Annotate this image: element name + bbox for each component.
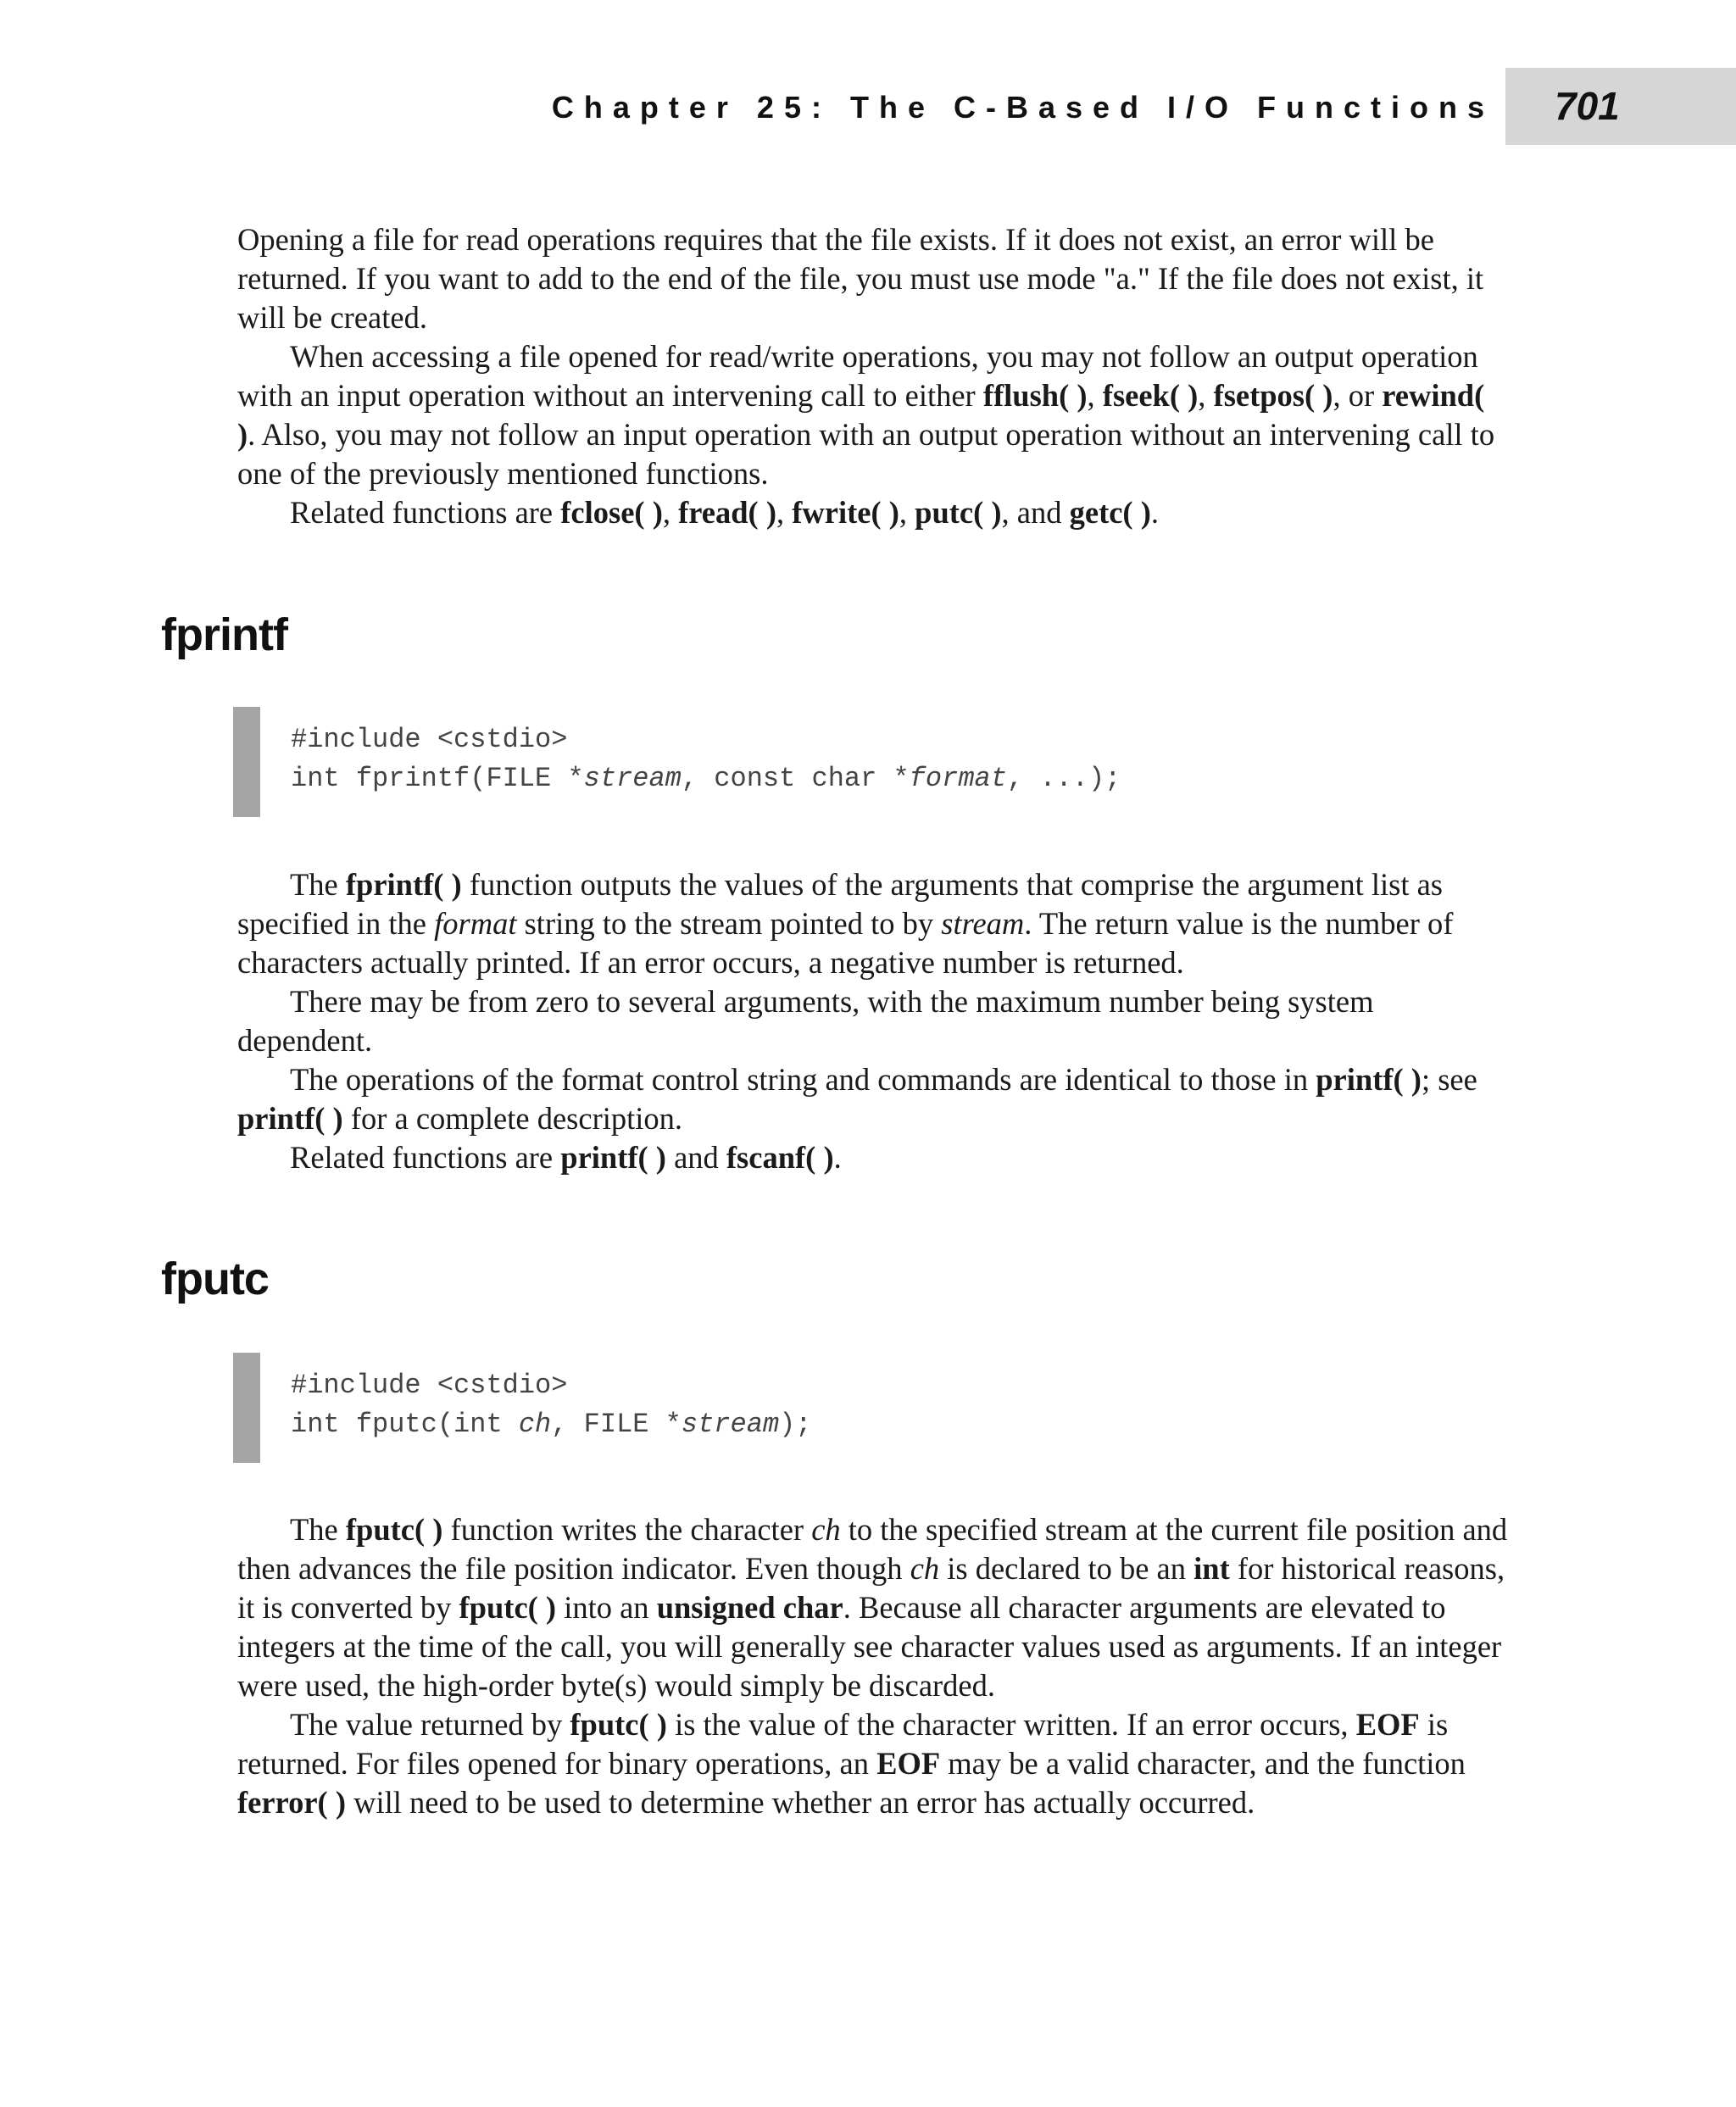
bold-term: fprintf( ) xyxy=(345,867,462,902)
bold-term: fsetpos( ) xyxy=(1213,378,1333,413)
text-run: , xyxy=(776,495,793,530)
bold-term: fclose( ) xyxy=(560,495,663,530)
code-block-fputc xyxy=(291,1366,812,1444)
bold-term: fscanf( ) xyxy=(726,1140,834,1175)
text-run: The xyxy=(290,867,346,902)
text-run: and xyxy=(665,1140,726,1175)
text-run: . xyxy=(833,1140,842,1175)
section-heading-fprintf: fprintf xyxy=(161,609,287,660)
intro-section xyxy=(237,220,1509,532)
bold-term: fputc( ) xyxy=(570,1707,667,1742)
text-run: , FILE * xyxy=(551,1409,682,1440)
text-run: Related functions are xyxy=(290,1140,561,1175)
text-run: , and xyxy=(1001,495,1070,530)
text-run: Opening a file for read operations requires that the file exists. If it does not exist, an error will be returned. If you want to add to the end of the file, you must use mode "a." If the file does not exist, it will be created. xyxy=(237,222,1484,335)
bold-term: ferror( ) xyxy=(237,1785,346,1820)
bold-term: EOF xyxy=(876,1746,941,1781)
bold-term: fseek( ) xyxy=(1102,378,1199,413)
text-run: for historical reasons, it is converted by xyxy=(237,1551,1505,1625)
text-run: . The return value is the number of characters actually printed. If an error occurs, a negative number is returned. xyxy=(237,906,1454,980)
bold-term: printf( ) xyxy=(560,1140,666,1175)
page-number: 701 xyxy=(1555,84,1620,128)
bold-term: fputc( ) xyxy=(345,1512,443,1547)
page-number-tab xyxy=(1505,68,1736,145)
bold-term: getc( ) xyxy=(1069,495,1151,530)
bold-term: putc( ) xyxy=(915,495,1002,530)
text-run: into an xyxy=(556,1590,657,1625)
text-run: The operations of the format control string and commands are identical to those in xyxy=(290,1062,1316,1097)
intro-paragraph-1 xyxy=(237,220,1509,337)
text-run: The xyxy=(290,1512,346,1547)
fputc-description xyxy=(237,1510,1509,1822)
text-run: will need to be used to determine whether an error has actually occurred. xyxy=(345,1785,1255,1820)
text-run: is returned. For files opened for binary operations, an xyxy=(237,1707,1449,1781)
fputc-paragraph-2 xyxy=(237,1705,1509,1822)
bold-term: printf( ) xyxy=(237,1101,343,1136)
code-line xyxy=(291,1405,812,1444)
bold-term: EOF xyxy=(1355,1707,1420,1742)
text-run: to the specified stream at the current file position and then advances the file position indicator. Even though xyxy=(237,1512,1508,1586)
section-heading-fputc: fputc xyxy=(161,1254,269,1304)
bold-term: fread( ) xyxy=(678,495,776,530)
text-run: , or xyxy=(1333,378,1383,413)
italic-term: ch xyxy=(518,1409,552,1440)
italic-term: stream xyxy=(941,906,1025,941)
text-run: #include <cstdio> xyxy=(291,724,568,755)
code-bar xyxy=(233,707,260,817)
text-run: is declared to be an xyxy=(939,1551,1194,1586)
text-run: , ...); xyxy=(1006,763,1121,794)
bold-term: unsigned char xyxy=(656,1590,843,1625)
fprintf-paragraph-4 xyxy=(237,1138,1509,1177)
text-run: #include <cstdio> xyxy=(291,1370,568,1401)
fprintf-paragraph-3 xyxy=(237,1060,1509,1138)
code-line xyxy=(291,1366,812,1405)
text-run: , xyxy=(1198,378,1214,413)
italic-term: stream xyxy=(583,763,682,794)
bold-term: fwrite( ) xyxy=(792,495,899,530)
text-run: int fputc(int xyxy=(291,1409,519,1440)
text-run: . Because all character arguments are elevated to integers at the time of the call, you will generally see character values used as arguments. If an integer were used, the high-order byte(s) would simply be discarded. xyxy=(237,1590,1502,1703)
code-block-fprintf xyxy=(291,720,1121,798)
text-run: function outputs the values of the arguments that comprise the argument list as specified in the xyxy=(237,867,1444,941)
bold-term: fputc( ) xyxy=(459,1590,557,1625)
text-run: , xyxy=(662,495,679,530)
text-run: for a complete description. xyxy=(342,1101,683,1136)
text-run: is the value of the character written. If an error occurs, xyxy=(666,1707,1356,1742)
text-run: . xyxy=(1150,495,1159,530)
intro-paragraph-3 xyxy=(237,493,1509,532)
fputc-paragraph-1 xyxy=(237,1510,1509,1705)
text-run: The value returned by xyxy=(290,1707,570,1742)
bold-term: int xyxy=(1194,1551,1230,1586)
text-run: . Also, you may not follow an input operation with an output operation without an intervening call to one of the previously mentioned functions. xyxy=(237,417,1495,491)
text-run: string to the stream pointed to by xyxy=(516,906,942,941)
code-line xyxy=(291,720,1121,759)
italic-term: ch xyxy=(811,1512,841,1547)
running-head: Chapter 25: The C-Based I/O Functions xyxy=(551,90,1494,125)
text-run: There may be from zero to several arguments, with the maximum number being system dependent. xyxy=(237,984,1374,1058)
italic-term: format xyxy=(434,906,517,941)
text-run: , const char * xyxy=(681,763,910,794)
text-run: function writes the character xyxy=(442,1512,812,1547)
code-bar xyxy=(233,1353,260,1463)
bold-term: rewind( ) xyxy=(237,378,1485,452)
bold-term: fflush( ) xyxy=(982,378,1088,413)
text-run: ); xyxy=(779,1409,812,1440)
fprintf-description xyxy=(237,865,1509,1177)
text-run: When accessing a file opened for read/write operations, you may not follow an output operation with an input operation without an intervening call to either xyxy=(237,339,1478,413)
text-run: , xyxy=(1087,378,1103,413)
text-run: , xyxy=(899,495,915,530)
italic-term: stream xyxy=(681,1409,780,1440)
intro-paragraph-2 xyxy=(237,337,1509,493)
fprintf-paragraph-1 xyxy=(237,865,1509,982)
italic-term: ch xyxy=(910,1551,940,1586)
bold-term: printf( ) xyxy=(1316,1062,1422,1097)
fprintf-paragraph-2 xyxy=(237,982,1509,1060)
text-run: Related functions are xyxy=(290,495,561,530)
text-run: int fprintf(FILE * xyxy=(291,763,584,794)
text-run: may be a valid character, and the function xyxy=(940,1746,1466,1781)
text-run: ; see xyxy=(1421,1062,1477,1097)
code-line xyxy=(291,759,1121,798)
italic-term: format xyxy=(909,763,1007,794)
